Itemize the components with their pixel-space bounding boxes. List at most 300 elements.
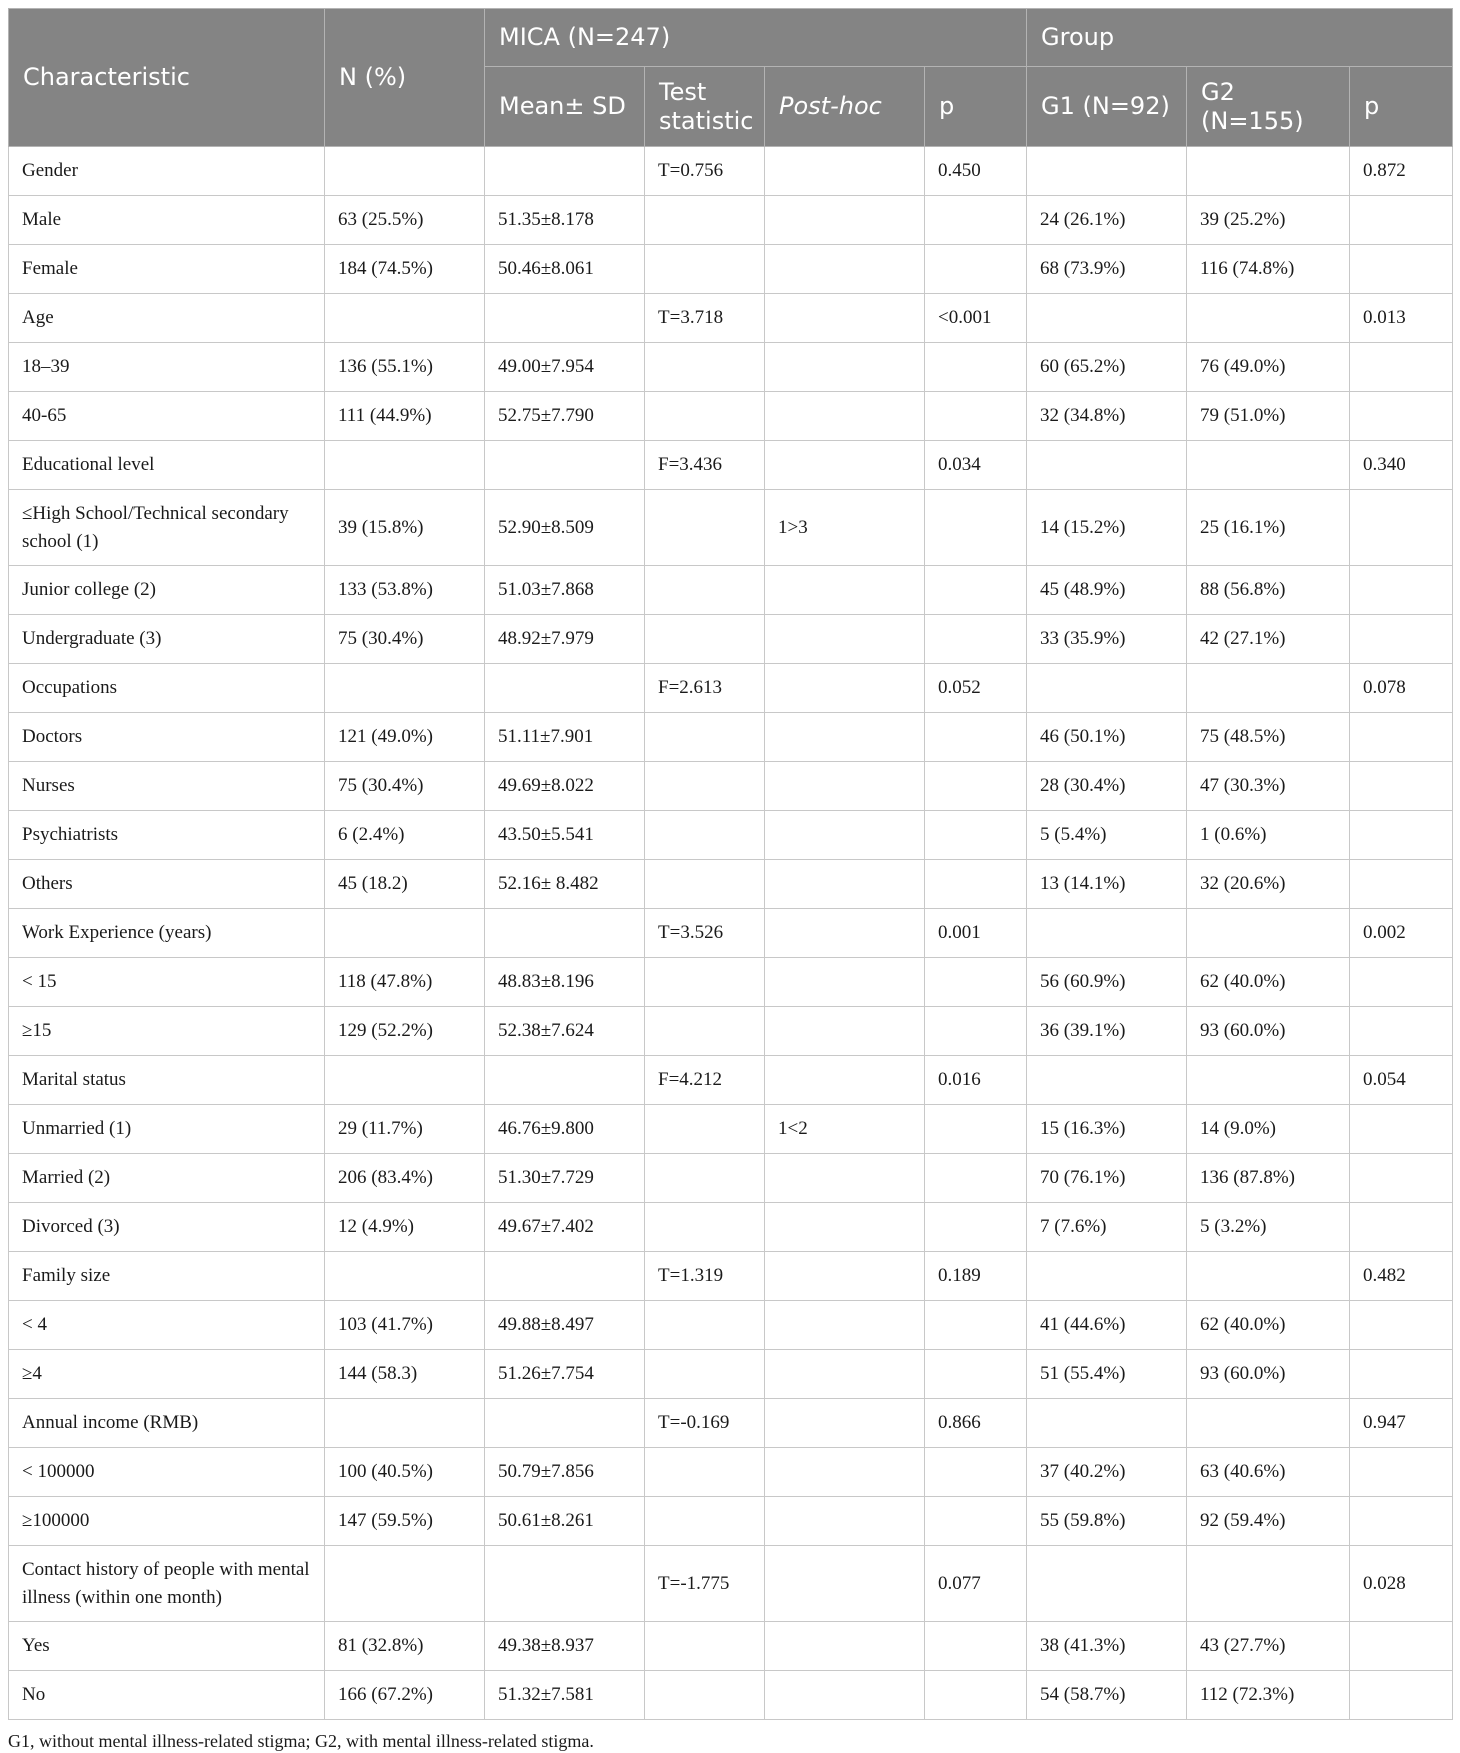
table-row [9,392,1453,441]
table-row [9,713,1453,762]
data-table [8,8,1453,1720]
cell-test-statistic [645,1154,765,1203]
cell-group-p-value: 0.340 [1350,441,1453,490]
cell-p-value [925,490,1027,566]
cell-g1 [1027,1252,1187,1301]
cell-test-statistic [645,762,765,811]
cell-g2: 62 (40.0%) [1187,1301,1350,1350]
cell-mean-sd: 51.32±7.581 [485,1671,645,1720]
cell-group-p-value [1350,958,1453,1007]
cell-test-statistic [645,1497,765,1546]
cell-p-value: 0.001 [925,909,1027,958]
cell-test-statistic: T=-0.169 [645,1399,765,1448]
table-row [9,441,1453,490]
cell-characteristic: Work Experience (years) [9,909,325,958]
table-row [9,1497,1453,1546]
table-row [9,860,1453,909]
cell-test-statistic [645,1301,765,1350]
table-row [9,1056,1453,1105]
cell-group-p-value [1350,860,1453,909]
header-test-statistic: Test statistic [645,67,765,147]
cell-characteristic: ≤High School/Technical secondary school (1) [9,490,325,566]
cell-test-statistic [645,713,765,762]
table-row [9,196,1453,245]
cell-characteristic: Unmarried (1) [9,1105,325,1154]
cell-g1 [1027,1056,1187,1105]
cell-g1 [1027,909,1187,958]
cell-mean-sd [485,664,645,713]
cell-group-p-value [1350,1622,1453,1671]
cell-post-hoc [765,1350,925,1399]
cell-n-percent [325,294,485,343]
table-footnote: G1, without mental illness-related stigma; G2, with mental illness-related stigma. [8,1731,594,1751]
cell-g1 [1027,294,1187,343]
cell-mean-sd [485,441,645,490]
cell-characteristic: Female [9,245,325,294]
cell-g2: 1 (0.6%) [1187,811,1350,860]
cell-characteristic: Educational level [9,441,325,490]
cell-n-percent [325,1399,485,1448]
cell-mean-sd [485,147,645,196]
cell-post-hoc [765,1622,925,1671]
cell-n-percent [325,664,485,713]
cell-g1: 28 (30.4%) [1027,762,1187,811]
cell-mean-sd: 52.90±8.509 [485,490,645,566]
cell-group-p-value [1350,713,1453,762]
cell-g2: 93 (60.0%) [1187,1350,1350,1399]
cell-g2: 116 (74.8%) [1187,245,1350,294]
cell-n-percent: 45 (18.2) [325,860,485,909]
cell-characteristic: Undergraduate (3) [9,615,325,664]
cell-n-percent: 81 (32.8%) [325,1622,485,1671]
cell-post-hoc [765,1203,925,1252]
cell-group-p-value: 0.054 [1350,1056,1453,1105]
cell-n-percent [325,909,485,958]
cell-g2 [1187,441,1350,490]
cell-g2: 63 (40.6%) [1187,1448,1350,1497]
cell-post-hoc: 1>3 [765,490,925,566]
cell-test-statistic [645,1350,765,1399]
cell-n-percent: 39 (15.8%) [325,490,485,566]
cell-test-statistic [645,860,765,909]
cell-g1: 41 (44.6%) [1027,1301,1187,1350]
table-row [9,1671,1453,1720]
table-row [9,615,1453,664]
cell-post-hoc [765,1252,925,1301]
cell-g2 [1187,664,1350,713]
cell-g1: 15 (16.3%) [1027,1105,1187,1154]
cell-p-value [925,196,1027,245]
cell-group-p-value [1350,1154,1453,1203]
cell-group-p-value [1350,1497,1453,1546]
cell-test-statistic [645,343,765,392]
cell-characteristic: ≥4 [9,1350,325,1399]
cell-g2: 75 (48.5%) [1187,713,1350,762]
cell-g2 [1187,1546,1350,1622]
cell-mean-sd [485,909,645,958]
cell-g1 [1027,441,1187,490]
cell-p-value [925,811,1027,860]
cell-p-value [925,1105,1027,1154]
cell-mean-sd: 50.79±7.856 [485,1448,645,1497]
cell-g2 [1187,294,1350,343]
cell-p-value: 0.189 [925,1252,1027,1301]
cell-post-hoc [765,196,925,245]
cell-mean-sd: 49.88±8.497 [485,1301,645,1350]
cell-group-p-value [1350,196,1453,245]
cell-mean-sd [485,1546,645,1622]
cell-mean-sd: 49.00±7.954 [485,343,645,392]
cell-mean-sd: 51.35±8.178 [485,196,645,245]
cell-characteristic: No [9,1671,325,1720]
cell-n-percent: 184 (74.5%) [325,245,485,294]
cell-g1 [1027,1546,1187,1622]
cell-group-p-value [1350,392,1453,441]
table-row [9,664,1453,713]
cell-post-hoc [765,245,925,294]
cell-g1 [1027,147,1187,196]
cell-characteristic: Married (2) [9,1154,325,1203]
cell-mean-sd [485,1252,645,1301]
cell-n-percent [325,1056,485,1105]
cell-p-value [925,566,1027,615]
cell-mean-sd: 49.38±8.937 [485,1622,645,1671]
cell-mean-sd: 51.03±7.868 [485,566,645,615]
cell-group-p-value: 0.002 [1350,909,1453,958]
cell-n-percent [325,1546,485,1622]
cell-test-statistic [645,566,765,615]
cell-characteristic: Yes [9,1622,325,1671]
table-row [9,1301,1453,1350]
cell-test-statistic: F=4.212 [645,1056,765,1105]
table-row [9,1203,1453,1252]
cell-group-p-value [1350,615,1453,664]
cell-mean-sd: 48.83±8.196 [485,958,645,1007]
cell-g1: 36 (39.1%) [1027,1007,1187,1056]
table-row [9,811,1453,860]
header-g1: G1 (N=92) [1027,67,1187,147]
cell-characteristic: 18–39 [9,343,325,392]
cell-g2: 112 (72.3%) [1187,1671,1350,1720]
cell-p-value [925,762,1027,811]
cell-characteristic: Marital status [9,1056,325,1105]
cell-characteristic: Nurses [9,762,325,811]
cell-p-value [925,1497,1027,1546]
cell-p-value: 0.866 [925,1399,1027,1448]
header-mean-sd: Mean± SD [485,67,645,147]
cell-group-p-value: 0.482 [1350,1252,1453,1301]
cell-characteristic: < 15 [9,958,325,1007]
table-row [9,1350,1453,1399]
cell-p-value [925,1007,1027,1056]
cell-group-p-value [1350,1448,1453,1497]
cell-group-p-value [1350,811,1453,860]
cell-test-statistic [645,392,765,441]
cell-g1: 14 (15.2%) [1027,490,1187,566]
table-row [9,1399,1453,1448]
cell-mean-sd [485,294,645,343]
cell-n-percent: 147 (59.5%) [325,1497,485,1546]
cell-g1: 60 (65.2%) [1027,343,1187,392]
cell-n-percent: 75 (30.4%) [325,615,485,664]
table-row [9,343,1453,392]
table-row [9,1448,1453,1497]
cell-g2: 14 (9.0%) [1187,1105,1350,1154]
cell-g1: 70 (76.1%) [1027,1154,1187,1203]
cell-p-value [925,1154,1027,1203]
cell-g1: 32 (34.8%) [1027,392,1187,441]
cell-g2 [1187,147,1350,196]
cell-g2 [1187,1252,1350,1301]
cell-n-percent: 111 (44.9%) [325,392,485,441]
cell-test-statistic [645,1203,765,1252]
cell-test-statistic [645,1671,765,1720]
cell-post-hoc [765,441,925,490]
cell-post-hoc [765,1546,925,1622]
cell-group-p-value [1350,1350,1453,1399]
header-mica-group: MICA (N=247) [485,9,1027,67]
header-p-group: p [1350,67,1453,147]
cell-mean-sd: 51.30±7.729 [485,1154,645,1203]
table-row [9,1007,1453,1056]
cell-post-hoc [765,860,925,909]
header-n-percent: N (%) [325,9,485,147]
cell-group-p-value: 0.078 [1350,664,1453,713]
cell-post-hoc [765,1399,925,1448]
cell-g2: 5 (3.2%) [1187,1203,1350,1252]
cell-post-hoc [765,1154,925,1203]
cell-g1 [1027,664,1187,713]
cell-characteristic: 40-65 [9,392,325,441]
cell-g1: 38 (41.3%) [1027,1622,1187,1671]
cell-n-percent: 133 (53.8%) [325,566,485,615]
cell-test-statistic [645,958,765,1007]
cell-test-statistic [645,1448,765,1497]
cell-p-value [925,1301,1027,1350]
cell-characteristic: Others [9,860,325,909]
cell-p-value: 0.034 [925,441,1027,490]
cell-p-value: 0.016 [925,1056,1027,1105]
cell-g1: 45 (48.9%) [1027,566,1187,615]
cell-post-hoc [765,1497,925,1546]
table-row [9,1546,1453,1622]
cell-post-hoc [765,615,925,664]
cell-mean-sd: 51.26±7.754 [485,1350,645,1399]
cell-mean-sd: 52.75±7.790 [485,392,645,441]
cell-p-value [925,343,1027,392]
cell-p-value [925,1671,1027,1720]
cell-mean-sd: 52.38±7.624 [485,1007,645,1056]
cell-g1: 46 (50.1%) [1027,713,1187,762]
cell-characteristic: Psychiatrists [9,811,325,860]
cell-test-statistic [645,1622,765,1671]
cell-post-hoc [765,343,925,392]
cell-n-percent: 206 (83.4%) [325,1154,485,1203]
cell-p-value: 0.450 [925,147,1027,196]
header-p: p [925,67,1027,147]
cell-group-p-value [1350,762,1453,811]
cell-post-hoc [765,392,925,441]
cell-group-p-value [1350,1203,1453,1252]
table-row [9,147,1453,196]
table-row [9,566,1453,615]
cell-p-value [925,392,1027,441]
cell-group-p-value [1350,1671,1453,1720]
table-row [9,245,1453,294]
cell-characteristic: Male [9,196,325,245]
cell-n-percent: 129 (52.2%) [325,1007,485,1056]
cell-characteristic: Gender [9,147,325,196]
cell-characteristic: Junior college (2) [9,566,325,615]
cell-post-hoc [765,294,925,343]
cell-n-percent: 166 (67.2%) [325,1671,485,1720]
cell-mean-sd: 52.16± 8.482 [485,860,645,909]
cell-g1: 55 (59.8%) [1027,1497,1187,1546]
cell-g2 [1187,1056,1350,1105]
cell-test-statistic: F=2.613 [645,664,765,713]
cell-g2: 43 (27.7%) [1187,1622,1350,1671]
cell-characteristic: ≥15 [9,1007,325,1056]
cell-test-statistic [645,811,765,860]
cell-group-p-value: 0.028 [1350,1546,1453,1622]
cell-g2 [1187,909,1350,958]
cell-post-hoc [765,1007,925,1056]
cell-n-percent: 100 (40.5%) [325,1448,485,1497]
cell-p-value [925,1350,1027,1399]
table-row [9,1252,1453,1301]
document [8,8,1452,1753]
table-header [9,9,1453,147]
cell-test-statistic [645,490,765,566]
table-row [9,490,1453,566]
cell-post-hoc: 1<2 [765,1105,925,1154]
cell-test-statistic [645,1105,765,1154]
cell-characteristic: Contact history of people with mental illness (within one month) [9,1546,325,1622]
cell-post-hoc [765,909,925,958]
table-row [9,909,1453,958]
cell-post-hoc [765,713,925,762]
cell-g1: 24 (26.1%) [1027,196,1187,245]
cell-g1: 68 (73.9%) [1027,245,1187,294]
cell-g1: 7 (7.6%) [1027,1203,1187,1252]
cell-n-percent: 136 (55.1%) [325,343,485,392]
cell-mean-sd [485,1056,645,1105]
cell-p-value: 0.077 [925,1546,1027,1622]
cell-mean-sd: 43.50±5.541 [485,811,645,860]
cell-p-value [925,958,1027,1007]
cell-n-percent [325,147,485,196]
cell-group-p-value [1350,490,1453,566]
cell-characteristic: ≥100000 [9,1497,325,1546]
cell-characteristic: Annual income (RMB) [9,1399,325,1448]
cell-g1: 13 (14.1%) [1027,860,1187,909]
cell-characteristic: < 4 [9,1301,325,1350]
cell-post-hoc [765,1056,925,1105]
cell-g2: 39 (25.2%) [1187,196,1350,245]
cell-p-value [925,860,1027,909]
cell-g1: 56 (60.9%) [1027,958,1187,1007]
cell-p-value: 0.052 [925,664,1027,713]
cell-mean-sd: 50.61±8.261 [485,1497,645,1546]
cell-test-statistic: F=3.436 [645,441,765,490]
cell-characteristic: Doctors [9,713,325,762]
table-body [9,147,1453,1720]
table-row [9,1154,1453,1203]
cell-group-p-value [1350,343,1453,392]
cell-g1 [1027,1399,1187,1448]
cell-mean-sd: 46.76±9.800 [485,1105,645,1154]
cell-g2: 47 (30.3%) [1187,762,1350,811]
cell-g2: 93 (60.0%) [1187,1007,1350,1056]
cell-n-percent: 121 (49.0%) [325,713,485,762]
cell-n-percent: 29 (11.7%) [325,1105,485,1154]
table-row [9,762,1453,811]
cell-g2: 88 (56.8%) [1187,566,1350,615]
cell-post-hoc [765,811,925,860]
cell-group-p-value: 0.013 [1350,294,1453,343]
cell-characteristic: Divorced (3) [9,1203,325,1252]
cell-n-percent: 63 (25.5%) [325,196,485,245]
cell-g2: 62 (40.0%) [1187,958,1350,1007]
cell-n-percent: 118 (47.8%) [325,958,485,1007]
cell-g1: 37 (40.2%) [1027,1448,1187,1497]
header-characteristic: Characteristic [9,9,325,147]
cell-post-hoc [765,762,925,811]
cell-p-value [925,1622,1027,1671]
cell-group-p-value: 0.947 [1350,1399,1453,1448]
cell-n-percent: 103 (41.7%) [325,1301,485,1350]
cell-characteristic: Occupations [9,664,325,713]
cell-group-p-value [1350,245,1453,294]
cell-p-value [925,1448,1027,1497]
cell-mean-sd: 48.92±7.979 [485,615,645,664]
cell-characteristic: Family size [9,1252,325,1301]
cell-post-hoc [765,147,925,196]
cell-g2: 42 (27.1%) [1187,615,1350,664]
cell-post-hoc [765,958,925,1007]
header-g2: G2 (N=155) [1187,67,1350,147]
cell-group-p-value: 0.872 [1350,147,1453,196]
cell-n-percent: 144 (58.3) [325,1350,485,1399]
cell-test-statistic: T=-1.775 [645,1546,765,1622]
cell-g2: 92 (59.4%) [1187,1497,1350,1546]
cell-mean-sd: 51.11±7.901 [485,713,645,762]
cell-g1: 51 (55.4%) [1027,1350,1187,1399]
cell-p-value: <0.001 [925,294,1027,343]
cell-g2: 136 (87.8%) [1187,1154,1350,1203]
cell-group-p-value [1350,566,1453,615]
cell-test-statistic: T=3.718 [645,294,765,343]
cell-post-hoc [765,1448,925,1497]
cell-post-hoc [765,1671,925,1720]
cell-group-p-value [1350,1301,1453,1350]
table-row [9,958,1453,1007]
cell-n-percent: 12 (4.9%) [325,1203,485,1252]
cell-test-statistic [645,196,765,245]
cell-test-statistic [645,615,765,664]
cell-test-statistic: T=1.319 [645,1252,765,1301]
cell-post-hoc [765,1301,925,1350]
cell-n-percent: 6 (2.4%) [325,811,485,860]
cell-test-statistic: T=3.526 [645,909,765,958]
cell-mean-sd: 49.69±8.022 [485,762,645,811]
cell-g2 [1187,1399,1350,1448]
cell-g1: 54 (58.7%) [1027,1671,1187,1720]
cell-n-percent [325,441,485,490]
cell-g1: 33 (35.9%) [1027,615,1187,664]
cell-mean-sd [485,1399,645,1448]
cell-group-p-value [1350,1007,1453,1056]
